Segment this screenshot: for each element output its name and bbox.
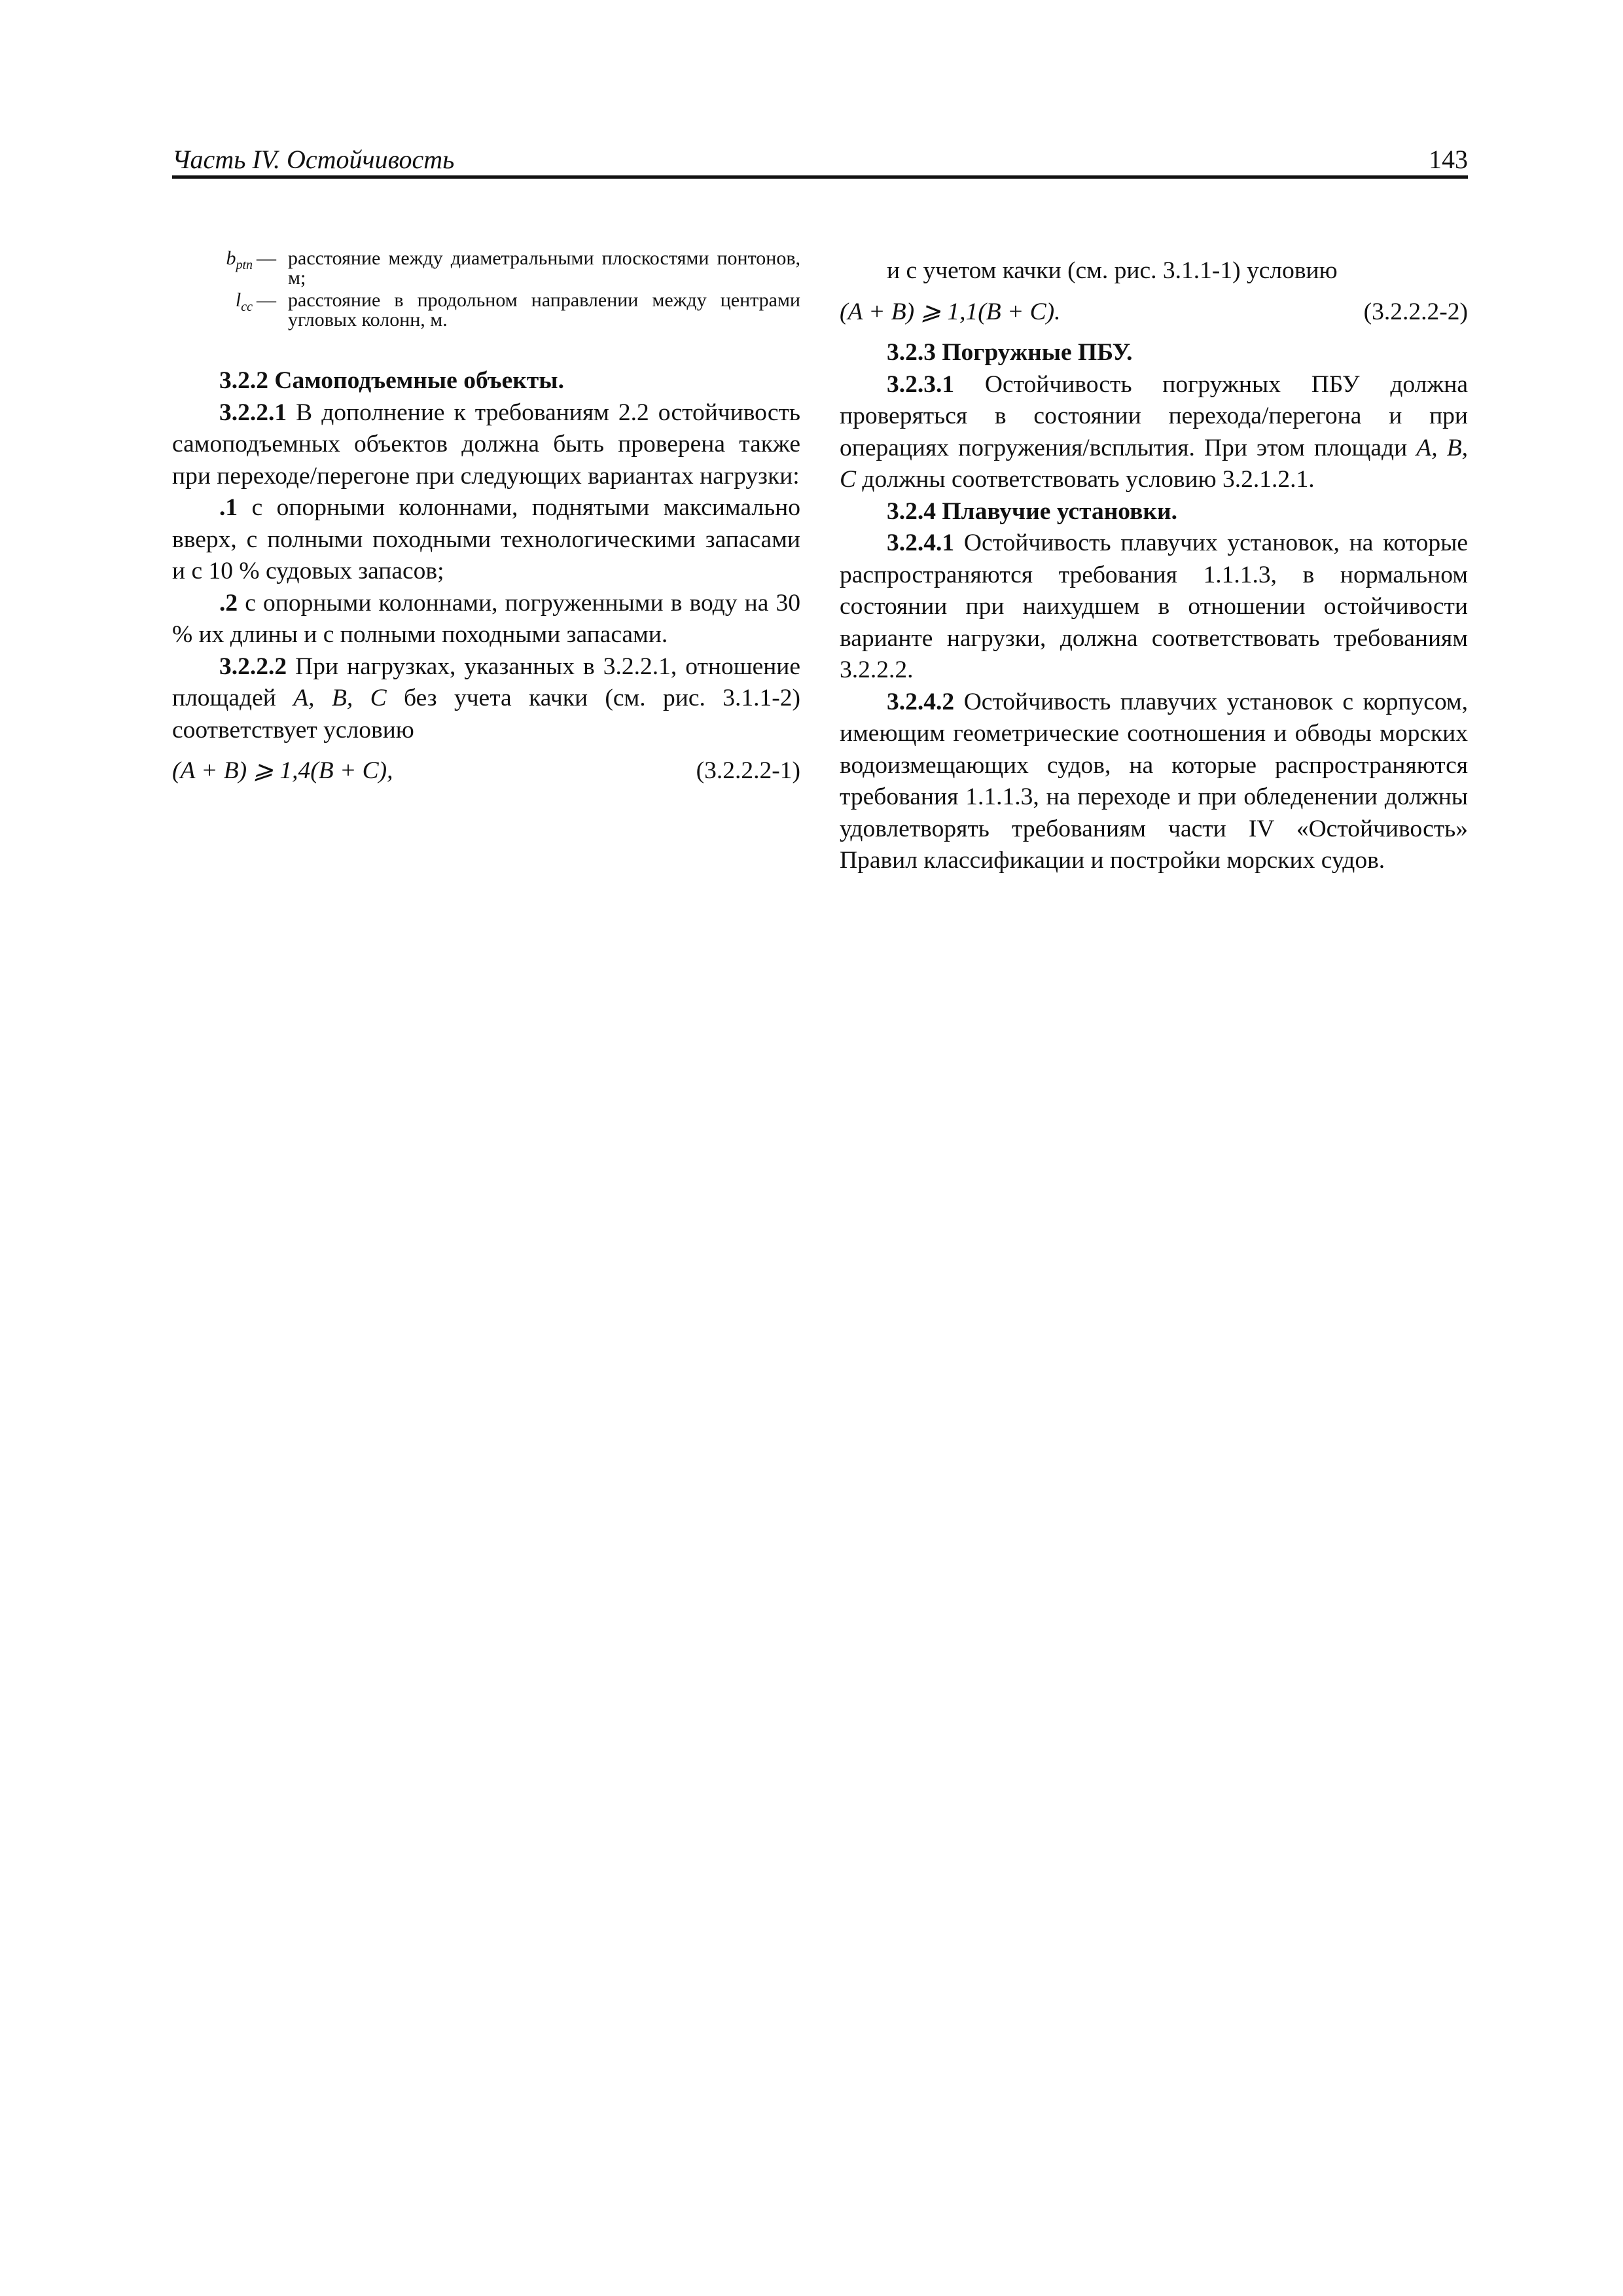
definition-symbol: $b_{ptn}$ [226,247,253,272]
paragraph-3-2-2-2: 3.2.2.2 При нагрузках, указанных в 3.2.2.1, отношение площадей A, B, C без учета качки (см. рис. 3.1.1-2) соответствует условию [172,653,801,744]
formula-expression: (A + B) ⩾ 1,1(B + C). [840,298,1061,325]
paragraph-3-2-4-2: 3.2.4.2 Остойчивость плавучих установок с корпусом, имеющим геометрические соотношения и обводы морских водоизмещающих судов, на которые распространяются требования 1.1.1.3, на переходе и при обледенении должны удовлетворять требованиям части IV «Остойчивость» Правил классификации и постройки морских судов. [840,688,1468,874]
section-heading-3-2-2: 3.2.2 Самоподъемные объекты. [219,367,564,394]
continuation-text: и с учетом качки (см. рис. 3.1.1-1) условию [887,257,1338,284]
formula-expression: (A + B) ⩾ 1,4(B + C), [172,757,393,784]
symbol-definitions [172,249,800,330]
list-item-1: .1 с опорными колоннами, поднятыми максимально вверх, с полными походными технологическими запасами и с 10 % судовых запасов; [172,494,801,584]
definition-text: расстояние между диаметральными плоскостями понтонов, м; [288,247,800,289]
paragraph-3-2-3-1: 3.2.3.1 Остойчивость погружных ПБУ должна проверяться в состоянии перехода/перегона и при операциях погружения/всплытия. При этом площади A, B, C должны соответствовать условию 3.2.1.2.1. [840,370,1468,493]
formula-number: (3.2.2.2-2) [1363,298,1468,325]
formula-3-2-2-2-2 [840,296,1468,329]
definition-dash: — [257,289,276,311]
left-column [172,249,800,797]
definition-text: расстояние в продольном направлении между центрами угловых колонн, м. [288,289,800,331]
part-title: Часть IV. Остойчивость [172,145,455,174]
section-heading-3-2-3: 3.2.3 Погружные ПБУ. [887,339,1133,366]
definition-l-cc [172,291,800,330]
list-item-2: .2 с опорными колоннами, погруженными в воду на 30 % их длины и с полными походными запасами. [172,589,800,648]
definition-symbol: $l_{cc}$ [235,289,253,314]
header-rule [172,175,1468,179]
page-number: 143 [1429,145,1468,174]
right-column [840,249,1468,877]
section-heading-3-2-4: 3.2.4 Плавучие установки. [887,497,1177,525]
formula-number: (3.2.2.2-1) [696,757,800,784]
definition-dash: — [257,247,276,269]
running-header [172,143,1468,175]
formula-3-2-2-2-1 [172,755,800,787]
paragraph-3-2-4-1: 3.2.4.1 Остойчивость плавучих установок, на которые распространяются требования 1.1.1.3, в нормальном состоянии при наихудшем в отношении остойчивости варианте нагрузки, должна соответствовать требованиям 3.2.2.2. [840,529,1468,683]
definition-b-ptn [172,249,800,288]
paragraph-3-2-2-1: 3.2.2.1 В дополнение к требованиям 2.2 остойчивость самоподъемных объектов должна быть проверена также при переходе/перегоне при следующих вариантах нагрузки: [172,399,801,490]
